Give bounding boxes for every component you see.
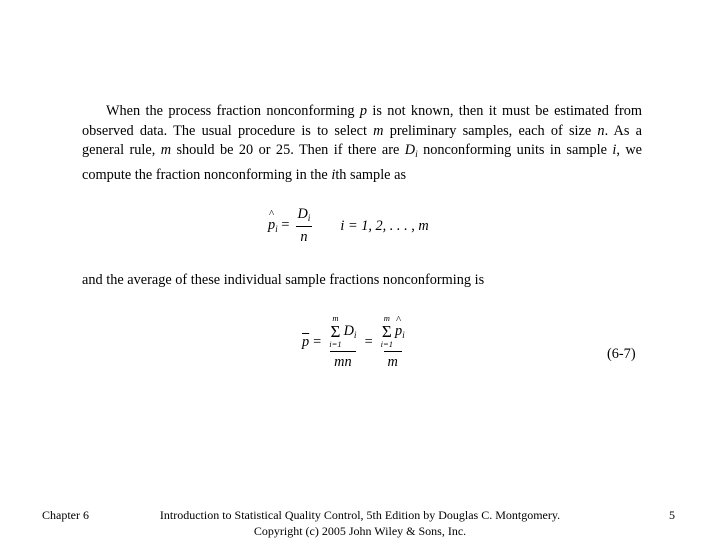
var-d-subscript: i (415, 150, 418, 160)
summation-symbol: m Σ i=1 (329, 313, 342, 349)
intro-paragraph: When the process fraction nonconforming p is not known, then it must be estimated from observed data. The usual procedure is to select m preliminary samples, each of size n. As a general rule, m should be 20 or 25. Then if there are $D_i$ nonconforming units in sample i, we compute the fraction nonconforming in the ith sample as (82, 103, 643, 183)
citation-line-1: Introduction to Statistical Quality Control, 5th Edition by Douglas C. Montgomery. (159, 508, 561, 522)
var-i: i (612, 142, 617, 158)
equation-number: (6-7) (607, 346, 636, 362)
var-i: i (331, 166, 336, 183)
footer-chapter: Chapter 6 (42, 508, 89, 522)
p-hat-symbol: ^ p (268, 217, 275, 234)
p-bar-symbol: $\overline{p}$ (302, 334, 310, 350)
citation-line-2: Copyright (c) 2005 John Wiley & Sons, Inc. (253, 524, 467, 538)
var-n: n (597, 122, 605, 139)
footer-citation (150, 507, 570, 539)
page-number: 5 (669, 508, 675, 522)
p-hat-symbol: ^ p (395, 323, 402, 340)
equals-sign: = (281, 217, 290, 233)
index-range: i = 1, 2, . . . , m (340, 217, 429, 234)
fraction-d-over-n: $\frac{D_i}{n}$ (297, 206, 311, 245)
fraction-sum-p-over-m: m Σ i=1 ^ $p_i$ m (377, 314, 409, 371)
var-m: m (160, 142, 172, 158)
fraction-sum-d-over-mn: m Σ i=1 $D_i$ mn (329, 313, 357, 370)
average-fraction-equation: $\overline{p}$ = m Σ i=1 $D_i$ mn = m Σ i=1 ^ $p_i$ m (302, 314, 409, 371)
average-paragraph: and the average of these individual sample fractions nonconforming is (82, 272, 485, 288)
var-m: m (373, 122, 384, 139)
var-d: D (404, 142, 416, 158)
var-p: p (359, 103, 368, 119)
summation-symbol: m Σ i=1 (380, 313, 393, 349)
sample-fraction-equation: ^ $p_i$ = $\frac{D_i}{n}$ i = 1, 2, . . . , m (268, 206, 429, 246)
